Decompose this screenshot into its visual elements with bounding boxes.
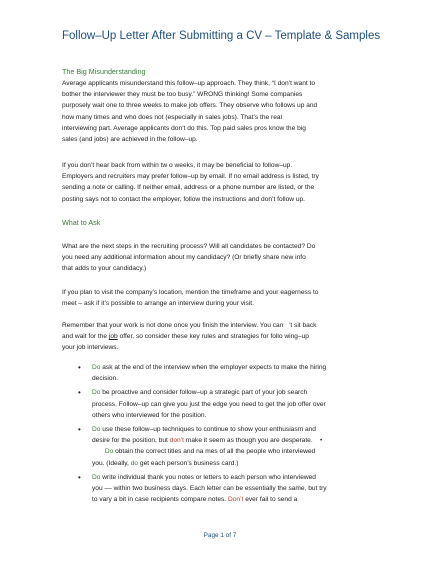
text-line xyxy=(92,424,378,435)
do-keyword: do xyxy=(130,459,139,467)
text-line xyxy=(92,362,378,373)
bullet-icon: • xyxy=(78,425,81,435)
do-keyword: Do xyxy=(92,389,101,397)
text-segment: offer, so consider these key rules and strategies for follo xyxy=(117,333,283,341)
text-line: purposely wait one to three weeks to make job offers. They observe who follows up and xyxy=(62,102,318,110)
dont-keyword: Don’t xyxy=(227,496,244,504)
rules-bullet-list xyxy=(78,362,378,508)
text-line: If you don’t hear back from within tw o weeks, it may be beneficial to follow–up. xyxy=(62,162,293,169)
text-line: Employers and recruiters may prefer follow–up by email. If no email address is listed, try xyxy=(62,173,319,181)
text-segment: be proactive and consider follow–up a strategic part of your job search xyxy=(100,389,308,397)
paragraph-no-reply xyxy=(62,160,382,205)
text-segment: obtain the correct titles and na mes of all the people who interviewed xyxy=(113,448,316,456)
text-segment: desire for the position, but xyxy=(92,437,170,445)
text-segment: wing–up xyxy=(282,333,309,341)
text-line: that adds to your candidacy.) xyxy=(62,265,147,273)
text-line: how many times and who does not (especially in sales jobs). That’s the real xyxy=(62,113,283,121)
text-segment: make it seem as though you are desperate. xyxy=(184,437,313,445)
text-line xyxy=(62,320,382,331)
text-line: bother the interviewer they must be too busy.” WRONG thinking! Some companies xyxy=(62,91,303,99)
do-keyword: Do xyxy=(92,426,101,434)
text-line: If you plan to visit the company’s location, mention the timeframe and your eagerness to xyxy=(62,289,319,296)
text-line: sales (and jobs) are achieved in the follow–up. xyxy=(62,136,198,144)
text-line: others who interviewed for the position. xyxy=(92,411,207,419)
text-line: What are the next steps in the recruiting process? Will all candidates be contacted? Do xyxy=(62,243,316,250)
text-segment: you. (Ideally, xyxy=(92,459,131,467)
text-segment: ever fail to send a xyxy=(243,496,298,504)
paragraph-misunderstanding xyxy=(62,78,382,145)
text-line: posting says not to contact the employer, follow the instructions and don’t follow up. xyxy=(62,195,306,203)
text-segment: ask at the end of the interview when the employer expects to make the hiring xyxy=(100,364,327,371)
text-line: meet – ask if it’s possible to arrange an interview during your visit. xyxy=(62,300,254,308)
text-line xyxy=(92,446,378,457)
text-line: interviewing part. Average applicants don’t do this. Top paid sales pros know the big xyxy=(62,124,306,132)
list-item xyxy=(78,472,378,506)
paragraph-remember xyxy=(62,320,382,354)
text-line: you need any additional information about my candidacy? (Or briefly share new info xyxy=(62,254,306,262)
text-line: sending a note or calling. If neither email, address or a phone number are listed, or the xyxy=(62,184,315,192)
text-line: process. Follow–up can give you just the edge you need to get the job offer over xyxy=(92,400,326,408)
text-line xyxy=(92,435,378,446)
text-segment: ’t sit back xyxy=(288,322,317,329)
text-line: decision. xyxy=(92,375,119,383)
text-segment: and wait for the xyxy=(62,333,109,341)
text-line xyxy=(92,472,378,483)
text-line xyxy=(62,331,382,342)
text-line xyxy=(92,494,378,505)
text-line: you –– within two business days. Each letter can be essentially the same, but try xyxy=(92,485,327,493)
paragraph-visit xyxy=(62,287,382,309)
dont-keyword: don’t xyxy=(169,437,185,445)
job-underlined-word: job xyxy=(108,333,118,341)
paragraph-questions xyxy=(62,241,382,275)
bullet-icon: • xyxy=(78,363,81,372)
list-item xyxy=(78,387,378,421)
bullet-icon: • xyxy=(78,388,81,398)
text-line xyxy=(92,387,378,398)
section-heading-misunderstanding: The Big Misunderstanding xyxy=(62,67,146,76)
text-segment: to vary a bit in case recipients compare notes. xyxy=(92,496,228,504)
do-keyword: Do xyxy=(92,473,101,481)
text-line: Average applicants misunderstand this follow–up approach. They think, “I don’t want to xyxy=(62,80,316,87)
page-number: Page 1 of 7 xyxy=(203,532,237,539)
inline-bullet-icon: • xyxy=(320,437,323,445)
bullet-icon: • xyxy=(78,472,81,482)
text-segment: use these follow–up techniques to continue to show your enthusiasm and xyxy=(100,426,316,434)
do-keyword: Do xyxy=(104,448,114,456)
text-line: your job interviews. xyxy=(62,344,119,352)
text-segment: Remember that your work is not done once you finish the interview. You can xyxy=(62,322,284,329)
do-keyword: Do xyxy=(92,364,101,371)
list-item xyxy=(78,424,378,469)
page-title: Follow–Up Letter After Submitting a CV – Template & Samples xyxy=(62,30,381,42)
text-line xyxy=(92,458,378,469)
list-item xyxy=(78,362,378,384)
text-segment: get each person’s business card.) xyxy=(138,459,239,467)
text-segment: write individual thank you notes or letters to each person who interviewed xyxy=(100,473,316,481)
section-heading-what-to-ask: What to Ask xyxy=(62,218,101,227)
